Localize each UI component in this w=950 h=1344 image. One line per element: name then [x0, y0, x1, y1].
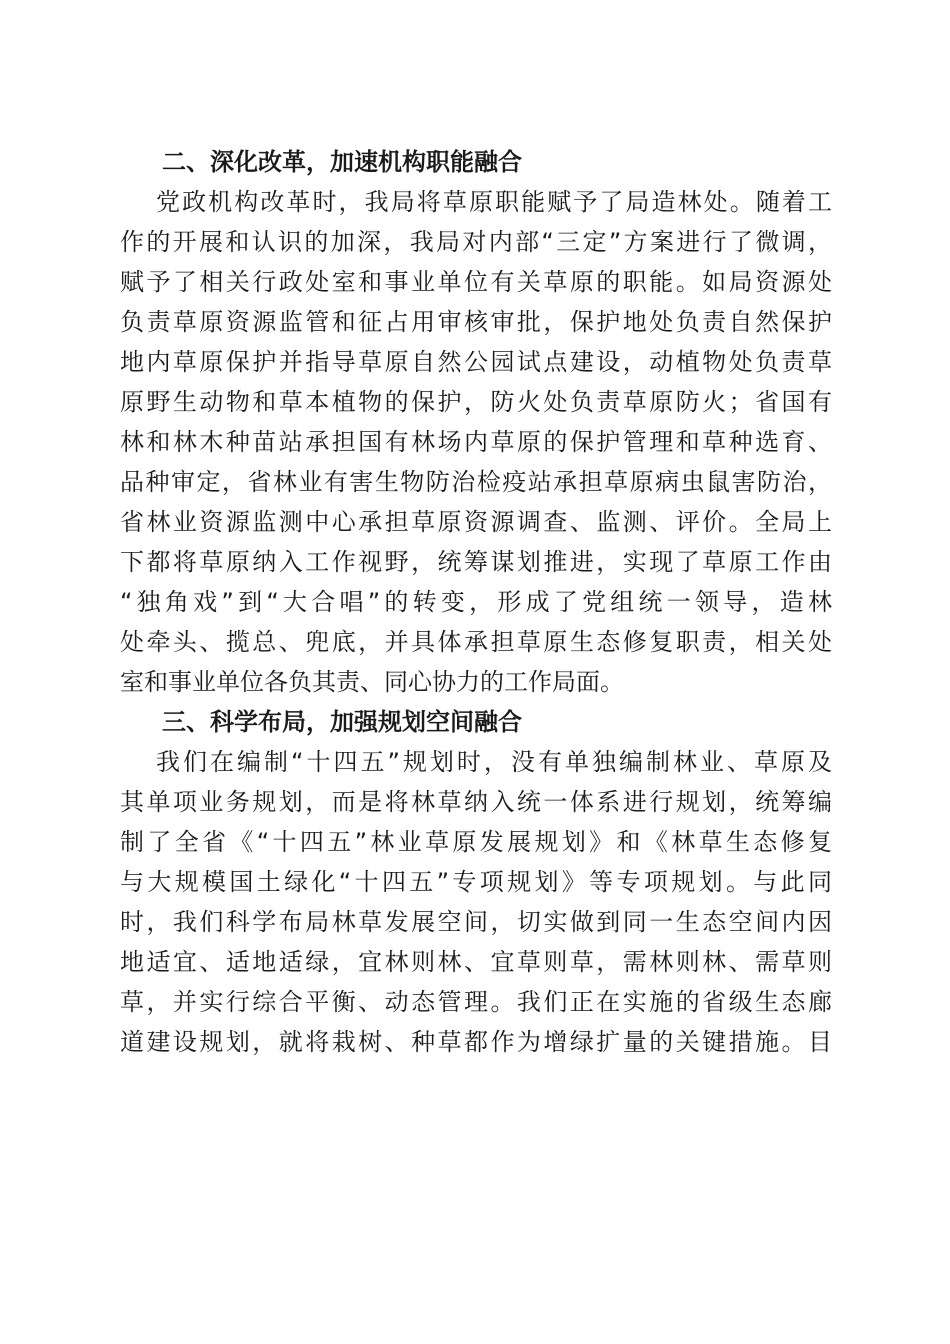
text-line: “独角戏”到“大合唱”的转变，形成了党组统一领导，造林 [120, 588, 832, 616]
text-line: 党政机构改革时，我局将草原职能赋予了局造林处。随着工 [156, 188, 832, 216]
paragraph-reform [120, 182, 832, 702]
text-line: 室和事业单位各负其责、同心协力的工作局面。 [120, 668, 624, 696]
text-line: 草，并实行综合平衡、动态管理。我们正在实施的省级生态廊 [120, 988, 832, 1016]
text-line: 下都将草原纳入工作视野，统筹谋划推进，实现了草原工作由 [120, 548, 832, 576]
section-heading-reform: 二、深化改革，加速机构职能融合 [162, 148, 522, 176]
text-line: 负责草原资源监管和征占用审核审批，保护地处负责自然保护 [120, 308, 832, 336]
text-line: 地适宜、适地适绿，宜林则林、宜草则草，需林则林、需草则 [120, 948, 832, 976]
text-line: 时，我们科学布局林草发展空间，切实做到同一生态空间内因 [120, 908, 832, 936]
text-line: 林和林木种苗站承担国有林场内草原的保护管理和草种选育、 [120, 428, 832, 456]
text-line: 道建设规划，就将栽树、种草都作为增绿扩量的关键措施。目 [120, 1028, 832, 1056]
text-line: 作的开展和认识的加深，我局对内部“三定”方案进行了微调， [120, 228, 832, 256]
text-line: 原野生动物和草本植物的保护，防火处负责草原防火；省国有 [120, 388, 832, 416]
text-line: 处牵头、揽总、兜底，并具体承担草原生态修复职责，相关处 [120, 628, 832, 656]
text-line: 制了全省《“十四五”林业草原发展规划》和《林草生态修复 [120, 828, 832, 856]
text-line: 与大规模国土绿化“十四五”专项规划》等专项规划。与此同 [120, 868, 832, 896]
paragraph-planning [120, 742, 832, 1062]
text-line: 赋予了相关行政处室和事业单位有关草原的职能。如局资源处 [120, 268, 832, 296]
document-body [120, 142, 832, 1062]
text-line: 我们在编制“十四五”规划时，没有单独编制林业、草原及 [156, 748, 832, 776]
text-line: 地内草原保护并指导草原自然公园试点建设，动植物处负责草 [120, 348, 832, 376]
text-line: 省林业资源监测中心承担草原资源调查、监测、评价。全局上 [120, 508, 832, 536]
text-line: 品种审定，省林业有害生物防治检疫站承担草原病虫鼠害防治， [120, 468, 832, 496]
text-line: 其单项业务规划，而是将林草纳入统一体系进行规划，统筹编 [120, 788, 832, 816]
section-heading-planning: 三、科学布局，加强规划空间融合 [162, 708, 522, 736]
